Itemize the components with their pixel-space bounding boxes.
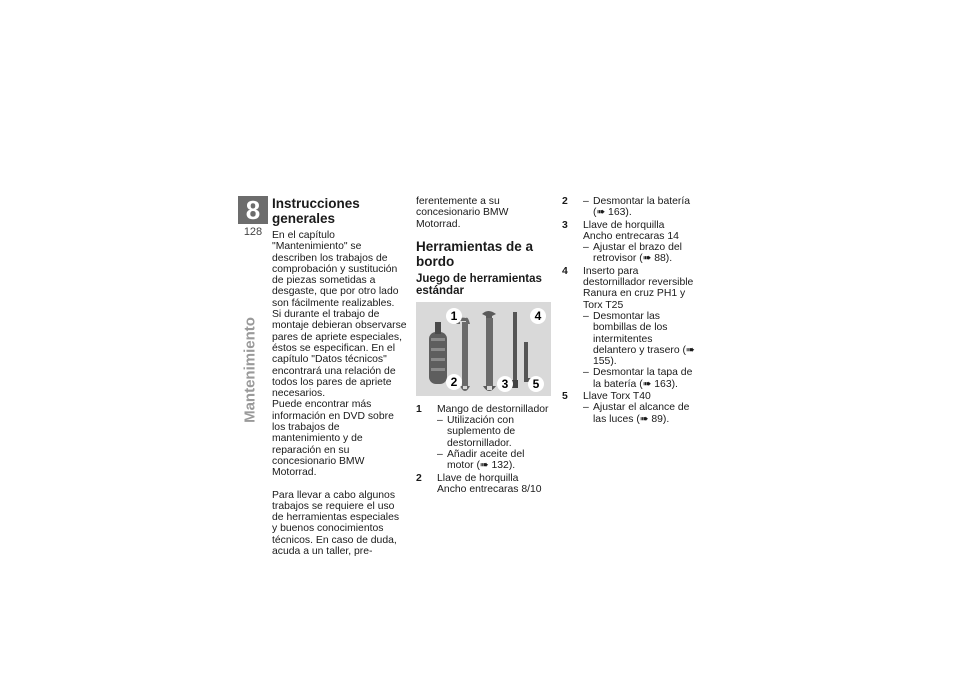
svg-text:2: 2 <box>450 374 458 389</box>
sub-step-text: Utilización con suplemento de destornillador. <box>447 415 516 449</box>
item-number: 5 <box>562 391 568 403</box>
svg-text:1: 1 <box>450 308 458 323</box>
sub-step-text: Añadir aceite del motor (➠ 132). <box>447 449 525 472</box>
paragraph-continuation: ferentemente a su concesionario BMW Motorrad. <box>416 196 509 230</box>
column-2 <box>416 196 551 496</box>
item-number: 3 <box>562 219 568 231</box>
svg-text:5: 5 <box>532 376 540 391</box>
item-text: Llave de horquilla <box>583 219 665 231</box>
dash-bullet: – <box>437 415 443 427</box>
section-heading-general-instructions: Instrucciones generales <box>272 196 360 226</box>
screwdriver-bit-icon <box>512 312 518 388</box>
dash-bullet: – <box>583 196 589 207</box>
sub-step <box>583 402 697 425</box>
sub-step-text: Ajustar el brazo del retrovisor (➠ 88). <box>593 242 682 265</box>
svg-text:4: 4 <box>534 308 542 323</box>
tool-list-item <box>562 220 697 265</box>
dash-bullet: – <box>583 242 589 254</box>
paragraph: Si durante el trabajo de montaje debieran observarse pares de apriete especiales, éstos se especifican. En el capítulo "Datos técnicos" encontrará una relación de todos los pares de apriete necesarios. <box>272 309 407 400</box>
tool-list-item <box>562 391 697 425</box>
sub-step <box>437 449 551 472</box>
sub-step-text: Desmontar la batería (➠ 163). <box>593 196 691 219</box>
sub-step <box>583 196 697 219</box>
item-number: 4 <box>562 265 568 277</box>
dash-bullet: – <box>583 402 589 414</box>
paragraph: Para llevar a cabo algunos trabajos se requiere el uso de herramientas especiales y buenos conocimientos técnicos. En caso de duda, acuda a un taller, pre- <box>272 489 400 558</box>
figure-label-5 <box>528 376 544 392</box>
sub-step-text: Ajustar el alcance de las luces (➠ 89). <box>593 402 690 425</box>
figure-label-4 <box>530 308 546 324</box>
tool-list-item <box>416 473 551 496</box>
sub-step <box>437 415 551 449</box>
tool-kit-figure <box>416 302 551 396</box>
section-heading-onboard-tools: Herramientas de a bordo <box>416 238 534 269</box>
item-text: Ranura en cruz PH1 y Torx T25 <box>583 288 686 311</box>
sub-step <box>583 242 697 265</box>
screwdriver-handle-icon <box>429 322 447 384</box>
tool-list-item <box>416 404 551 472</box>
sub-step <box>583 311 697 367</box>
sub-step-text: Desmontar las bombillas de los intermitentes delantero y trasero (➠ 155). <box>593 310 695 368</box>
paragraph: Puede encontrar más información en DVD sobre los trabajos de mantenimiento y de reparación en su concesionario BMW Motorrad. <box>272 399 394 479</box>
paragraph: En el capítulo "Mantenimiento" se describen los trabajos de comprobación y sustitución de piezas sometidas a desgaste, que por otro lado son fácilmente realizables. <box>272 230 399 309</box>
figure-label-2 <box>446 374 462 390</box>
item-text: Ancho entrecaras 14 <box>583 230 679 242</box>
item-text: Inserto para destornillador reversible <box>583 265 694 289</box>
tool-list <box>416 404 551 495</box>
item-text: Llave de horquilla <box>437 472 519 484</box>
page-number: 128 <box>243 226 263 238</box>
subsection-heading-tool-kit: Juego de herramientas estándar <box>416 272 542 298</box>
figure-label-1 <box>446 308 462 324</box>
sub-step <box>583 367 697 390</box>
chapter-title-vertical: Mantenimiento <box>241 317 259 423</box>
column-1 <box>272 196 407 557</box>
svg-text:3: 3 <box>501 376 509 391</box>
dash-bullet: – <box>583 367 589 379</box>
item-text: Llave Torx T40 <box>583 391 651 403</box>
item-text: Ancho entrecaras 8/10 <box>437 483 542 495</box>
column-3 <box>562 196 697 426</box>
item-number: 2 <box>416 472 422 484</box>
sub-step-text: Desmontar la tapa de la batería (➠ 163). <box>593 367 693 390</box>
chapter-number-badge: 8 <box>238 196 268 224</box>
item-text: Mango de destornillador <box>437 403 549 415</box>
wrench-icon <box>482 311 496 391</box>
tool-list-item <box>562 266 697 390</box>
torx-key-icon <box>524 342 538 382</box>
item-number: 1 <box>416 403 422 415</box>
dash-bullet: – <box>583 310 589 322</box>
dash-bullet: – <box>437 449 443 461</box>
item-number: 2 <box>562 196 568 207</box>
figure-label-3 <box>497 376 513 392</box>
tool-list <box>562 196 697 425</box>
tool-list-item <box>562 196 697 219</box>
